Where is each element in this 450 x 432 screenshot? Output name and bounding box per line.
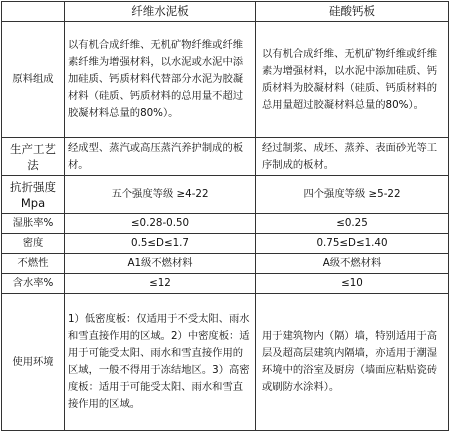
comparison-table xyxy=(1,1,449,431)
row-cell-fiber-cement: 1）低密度板：仅适用于不受太阳、雨水和雪直接作用的区域。2）中密度板：适用于可能受太阳、雨水和雪直接作用的区域，一般不得用于冻结地区。3）高密度板：适用于可能受太阳、雨水和雪直接作用的区域。 xyxy=(65,294,256,431)
table-row xyxy=(2,294,449,431)
row-label: 含水率% xyxy=(2,274,65,294)
row-cell-calcium-silicate: 以有机合成纤维、无机矿物纤维或纤维素为增强材料，以水泥中添加硅质、钙质材料为胶凝材料（硅质、钙质材料的总用量超过胶凝材料总量的80%）。 xyxy=(256,22,449,138)
row-cell-fiber-cement: ≤0.28-0.50 xyxy=(65,214,256,234)
row-label: 使用环境 xyxy=(2,294,65,431)
row-label: 湿胀率% xyxy=(2,214,65,234)
table-row xyxy=(2,214,449,234)
row-label: 不燃性 xyxy=(2,254,65,274)
header-calcium-silicate-board: 硅酸钙板 xyxy=(256,2,449,22)
row-cell-fiber-cement: 以有机合成纤维、无机矿物纤维或纤维素纤维为增强材料，以水泥或水泥中添加硅质、钙质材料代替部分水泥为胶凝材料（硅质、钙质材料的总用量不超过胶凝材料总量的80%）。 xyxy=(65,22,256,138)
row-label: 密度 xyxy=(2,234,65,254)
row-cell-calcium-silicate: ≤10 xyxy=(256,274,449,294)
table-row xyxy=(2,138,449,176)
row-cell-fiber-cement: 经成型、蒸汽或高压蒸汽养护制成的板材。 xyxy=(65,138,256,176)
row-label-line: 抗折强度 xyxy=(10,179,56,194)
table-row xyxy=(2,234,449,254)
table-row xyxy=(2,274,449,294)
row-cell-fiber-cement: A1级不燃材料 xyxy=(65,254,256,274)
header-corner xyxy=(2,2,65,22)
row-cell-calcium-silicate: 经过制浆、成坯、蒸养、表面砂光等工序制成的板材。 xyxy=(256,138,449,176)
header-row xyxy=(2,2,449,22)
row-cell-calcium-silicate: 用于建筑物内（隔）墙，特别适用于高层及超高层建筑内隔墙，亦适用于潮湿环境中的浴室及厨房（墙面应粘贴瓷砖或刷防水涂料）。 xyxy=(256,294,449,431)
row-label-unit: Mpa xyxy=(20,195,46,210)
row-cell-fiber-cement: 五个强度等级 ≥4-22 xyxy=(65,176,256,214)
row-cell-fiber-cement: ≤12 xyxy=(65,274,256,294)
row-cell-calcium-silicate: ≤0.25 xyxy=(256,214,449,234)
row-label: 原料组成 xyxy=(2,22,65,138)
row-cell-calcium-silicate: 四个强度等级 ≥5-22 xyxy=(256,176,449,214)
row-cell-fiber-cement: 0.5≤D≤1.7 xyxy=(65,234,256,254)
row-cell-calcium-silicate: A级不燃材料 xyxy=(256,254,449,274)
row-label: 生产工艺法 xyxy=(2,138,65,176)
table-row xyxy=(2,22,449,138)
table-row xyxy=(2,176,449,214)
table-row xyxy=(2,254,449,274)
row-label xyxy=(2,176,65,214)
header-fiber-cement-board: 纤维水泥板 xyxy=(65,2,256,22)
row-cell-calcium-silicate: 0.75≤D≤1.40 xyxy=(256,234,449,254)
